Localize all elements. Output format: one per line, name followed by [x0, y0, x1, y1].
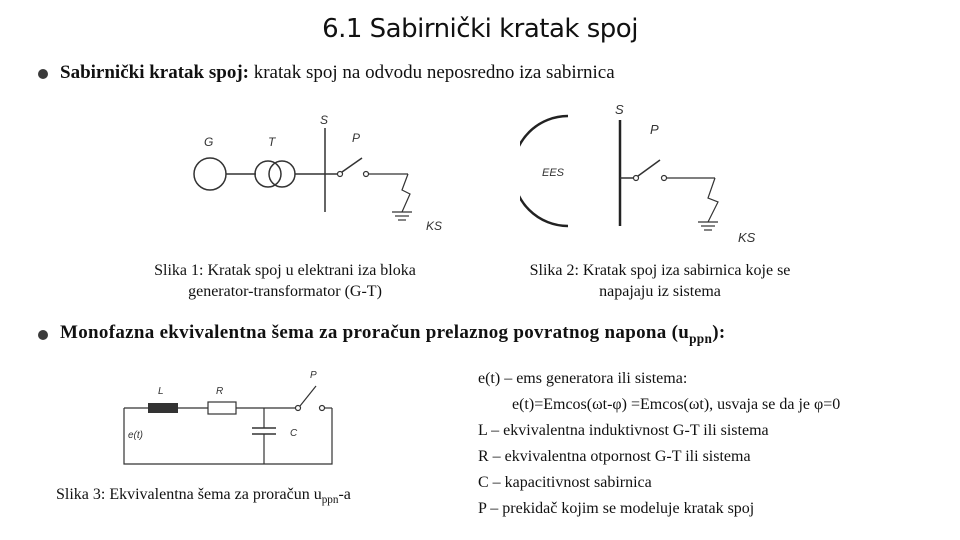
- label-s: S: [615, 102, 624, 117]
- legend-line-4: R – ekvivalentna otpornost G-T ili sistema: [478, 448, 751, 465]
- switch-blade: [342, 158, 362, 172]
- symbol-legend: [478, 366, 840, 522]
- label-ks: KS: [426, 219, 443, 233]
- figure-3-caption-end: -a: [338, 486, 351, 503]
- figure-3-caption: [56, 484, 436, 511]
- bullet-2: [60, 322, 725, 347]
- label-e: e(t): [128, 430, 143, 441]
- label-l: L: [158, 386, 164, 397]
- figure-1-diagram: [180, 100, 450, 240]
- legend-line-6: P – prekidač kojim se modeluje kratak spoj: [478, 500, 755, 517]
- figure-2-caption-line-2: napajaju iz sistema: [599, 283, 721, 300]
- bullet-1-definition: kratak spoj na odvodu neposredno iza sabirnica: [248, 62, 615, 83]
- switch-contact: [320, 406, 325, 411]
- legend-line-3: L – ekvivalentna induktivnost G-T ili sistema: [478, 422, 769, 439]
- label-g: G: [204, 135, 214, 149]
- inductor-l: [148, 403, 178, 413]
- page-title: 6.1 Sabirnički kratak spoj: [322, 14, 638, 44]
- label-c: C: [290, 428, 298, 439]
- switch-contact: [338, 172, 343, 177]
- label-t: T: [268, 135, 276, 149]
- bullet-2-text: Monofazna ekvivalentna šema za proračun prelaznog povratnog napona (u: [60, 322, 690, 343]
- legend-line-1: e(t) – ems generatora ili sistema:: [478, 370, 688, 387]
- bullet-1-term: Sabirnički kratak spoj:: [60, 62, 249, 83]
- bullet-dot-2: [38, 330, 48, 340]
- figure-2-caption-line-1: Slika 2: Kratak spoj iza sabirnica koje se: [529, 262, 791, 279]
- figure-3-caption-text: Slika 3: Ekvivalentna šema za proračun u: [56, 486, 322, 503]
- figure-2-caption: [490, 260, 830, 302]
- figure-1-caption: [100, 260, 470, 302]
- label-ks: KS: [738, 230, 756, 245]
- label-r: R: [216, 386, 224, 397]
- label-s: S: [320, 113, 329, 127]
- bullet-dot-1: [38, 69, 48, 79]
- label-p: P: [310, 370, 317, 381]
- bullet-1: [60, 62, 615, 84]
- label-p: P: [650, 122, 659, 137]
- generator-symbol: [194, 158, 226, 190]
- label-ees: EES: [542, 167, 565, 179]
- figure-2-diagram: [520, 98, 770, 248]
- switch-contact: [364, 172, 369, 177]
- figure-3-caption-subscript: ppn: [321, 494, 339, 507]
- fault-lightning-symbol: [708, 178, 718, 222]
- switch-contact: [662, 176, 667, 181]
- circuit-loop: [124, 408, 332, 464]
- switch-blade: [638, 160, 660, 176]
- resistor-r: [208, 402, 236, 414]
- figure-1-caption-line-2: generator-transformator (G-T): [188, 283, 382, 300]
- label-p: P: [352, 131, 361, 145]
- switch-contact: [296, 406, 301, 411]
- transformer-winding-1: [255, 161, 281, 187]
- figure-1-caption-line-1: Slika 1: Kratak spoj u elektrani iza bloka: [154, 262, 416, 279]
- bullet-2-subscript: ppn: [689, 330, 713, 346]
- legend-line-5: C – kapacitivnost sabirnica: [478, 474, 652, 491]
- fault-lightning-symbol: [402, 174, 410, 212]
- bullet-2-end: ):: [712, 322, 726, 343]
- switch-contact: [634, 176, 639, 181]
- legend-line-2: e(t)=Emcos(ωt-φ) =Emcos(ωt), usvaja se da je φ=0: [512, 396, 841, 413]
- switch-blade: [300, 386, 316, 406]
- figure-3-diagram: [118, 368, 338, 468]
- transformer-winding-2: [269, 161, 295, 187]
